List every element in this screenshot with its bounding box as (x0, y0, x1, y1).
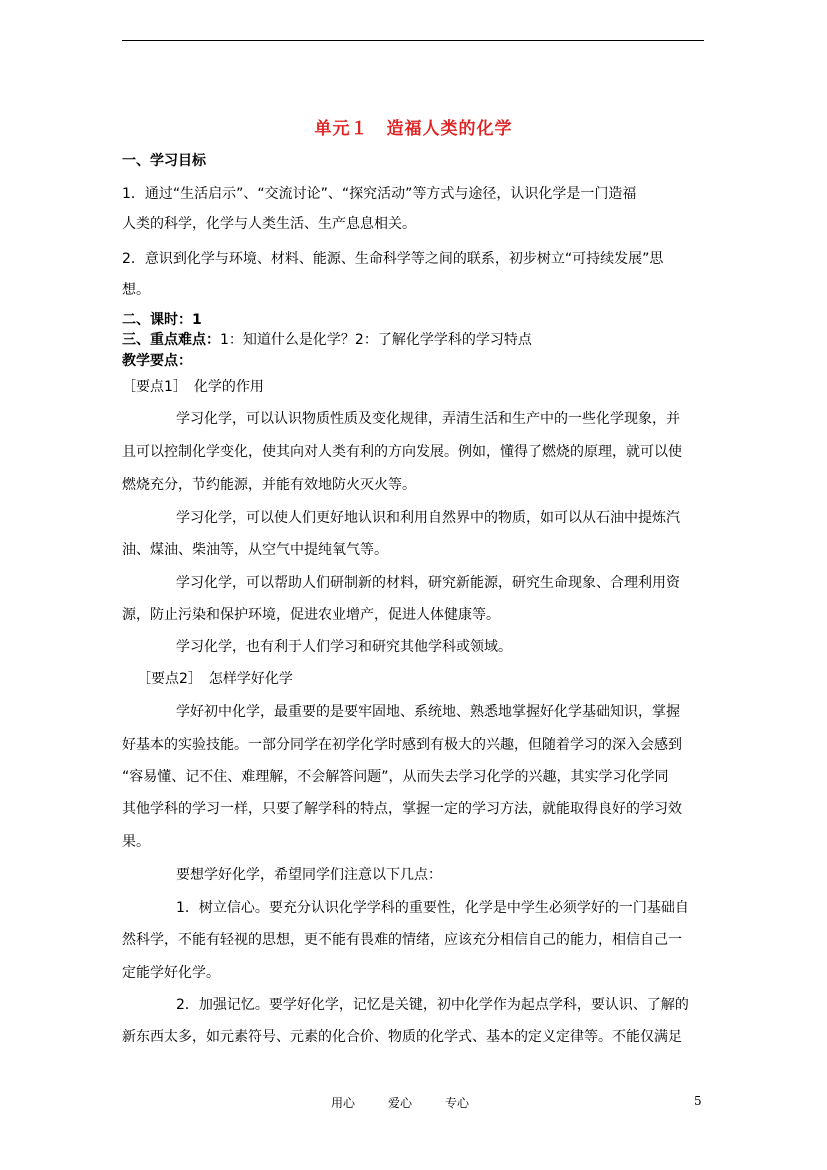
document-title: 单元１ 造福人类的化学 (314, 119, 513, 139)
paragraph-line: 学习化学，可以使人们更好地认识和利用自然界中的物质，如可以从石油中提炼汽 (176, 510, 680, 526)
paragraph-line: 燃烧充分，节约能源，并能有效地防火灭火等。 (122, 477, 416, 493)
paragraph-line: 人类的科学，化学与人类生活、生产息息相关。 (122, 216, 416, 232)
paragraph-line: “容易懂、记不住、难理解，不会解答问题”，从而失去学习化学的兴趣，其实学习化学同 (122, 769, 669, 785)
subheading-point-2: ［要点2］ 怎样学好化学 (137, 671, 293, 687)
section-heading-keypoints-row (122, 331, 532, 349)
paragraph-line: 源，防止污染和保护环境，促进农业增产，促进人体健康等。 (122, 607, 500, 623)
paragraph-line: 学习化学，也有利于人们学习和研究其他学科或领域。 (176, 639, 512, 655)
page-number: 5 (694, 1094, 702, 1108)
paragraph-line: 2．意识到化学与环境、材料、能源、生命科学等之间的联系，初步树立“可持续发展”思 (122, 251, 664, 267)
paragraph-line: 新东西太多，如元素符号、元素的化合价、物质的化学式、基本的定义定律等。不能仅满足 (122, 1029, 682, 1045)
paragraph-line: 好基本的实验技能。一部分同学在初学化学时感到有极大的兴趣，但随着学习的深入会感到 (122, 737, 682, 753)
paragraph-line: 学习化学，可以认识物质性质及变化规律，弄清生活和生产中的一些化学现象，并 (176, 411, 680, 427)
section-heading-keypoints: 三、重点难点： (122, 332, 220, 348)
header-rule (122, 40, 704, 41)
paragraph-line: 要想学好化学，希望同学们注意以下几点： (176, 867, 442, 883)
paragraph-line: 1．通过“生活启示”、“交流讨论”、“探究活动”等方式与途径，认识化学是一门造福 (122, 186, 637, 202)
paragraph-line: 学好初中化学，最重要的是要牢固地、系统地、熟悉地掌握好化学基础知识，掌握 (176, 704, 680, 720)
paragraph-line: 其他学科的学习一样，只要了解学科的特点，掌握一定的学习方法，就能取得良好的学习效 (122, 801, 682, 817)
paragraph-line: 果。 (122, 834, 150, 850)
paragraph-line: 2．加强记忆。要学好化学，记忆是关键，初中化学作为起点学科，要认识、了解的 (176, 997, 689, 1013)
paragraph-line: 且可以控制化学变化，使其向对人类有利的方向发展。例如，懂得了燃烧的原理，就可以使 (122, 444, 682, 460)
footer-motto-3: 专心 (445, 1096, 470, 1110)
paragraph-line: 想。 (122, 282, 150, 298)
section-heading-teaching: 教学要点： (122, 353, 192, 369)
paragraph-line: 学习化学，可以帮助人们研制新的材料，研究新能源，研究生命现象、合理利用资 (176, 575, 680, 591)
footer-motto-2: 爱心 (388, 1096, 413, 1110)
paragraph-line: 然科学，不能有轻视的思想，更不能有畏难的情绪，应该充分相信自己的能力，相信自己一 (122, 932, 682, 948)
paragraph-line: 油、煤油、柴油等，从空气中提纯氧气等。 (122, 542, 388, 558)
section-heading-objectives: 一、学习目标 (122, 153, 206, 169)
paragraph-line: 1．树立信心。要充分认识化学学科的重要性，化学是中学生必须学好的一门基础自 (176, 900, 689, 916)
section-heading-hours: 二、课时：1 (122, 312, 202, 328)
footer-motto-1: 用心 (331, 1096, 356, 1110)
subheading-point-1: ［要点1］ 化学的作用 (122, 379, 264, 395)
keypoints-text: 1：知道什么是化学？2：了解化学学科的学习特点 (220, 332, 532, 348)
paragraph-line: 定能学好化学。 (122, 965, 220, 981)
